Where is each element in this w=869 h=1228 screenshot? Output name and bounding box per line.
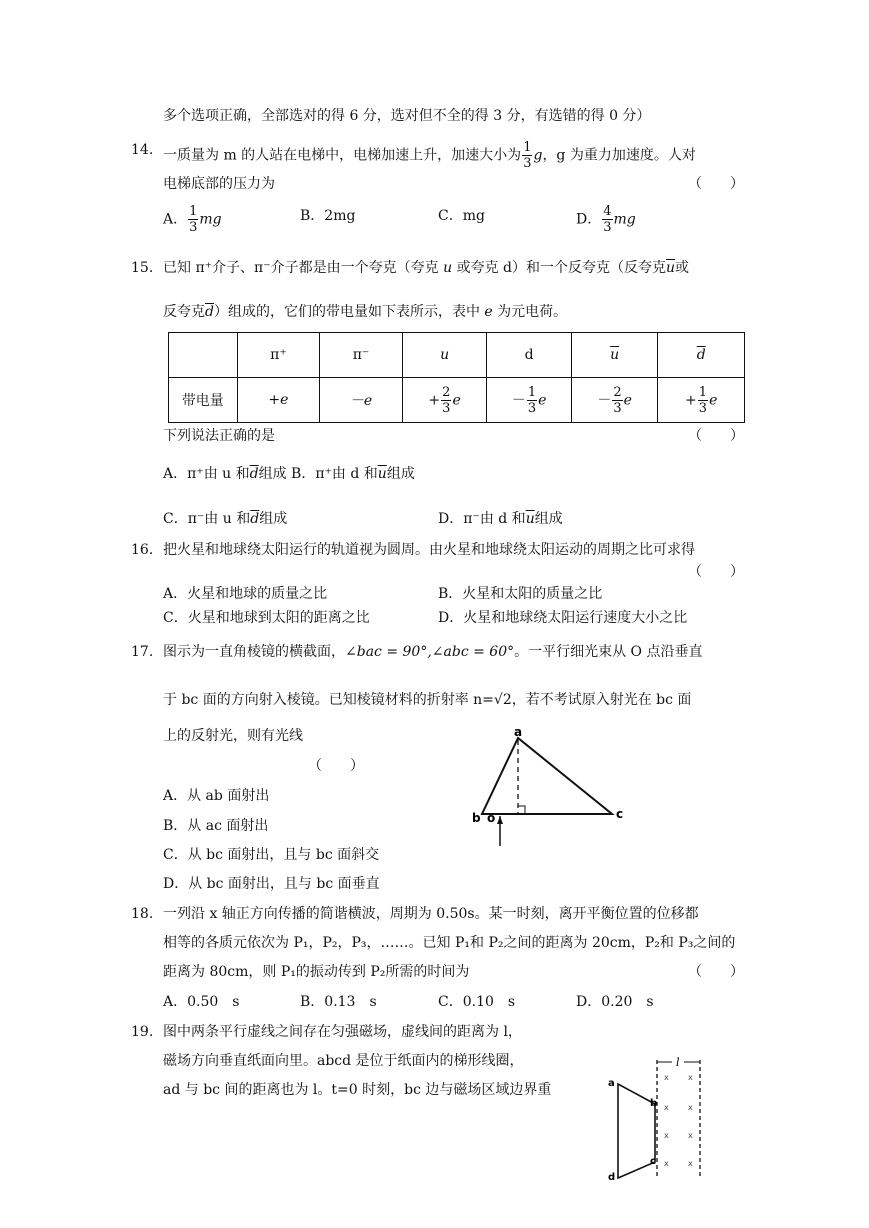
- cell-u-frac: [441, 385, 451, 416]
- header-cell-anti-d: $\overline{d}$: [658, 333, 745, 378]
- cell-anti-d-num: 1: [698, 384, 708, 400]
- cell-anti-d-frac: [698, 385, 708, 416]
- q14-option-a-frac: [188, 204, 198, 235]
- q15-antiquark-d: $\overline{d}$: [205, 304, 214, 320]
- q15-text1a: 已知 π⁺介子、π⁻介子都是由一个夸克（夸克: [163, 260, 439, 276]
- q15-text2c: 为元电荷。: [497, 304, 568, 320]
- q18-line2: 相等的各质元依次为 P₁，P₂，P₃，……。已知 P₁和 P₂之间的距离为 20cm，P₂和 P₃之间的: [163, 935, 736, 951]
- header-cell-u: u: [402, 333, 487, 378]
- q14-option-b: B．2mg: [300, 208, 356, 224]
- q18-line3: 距离为 80cm，则 P₁的振动传到 P₂所需的时间为: [163, 964, 470, 980]
- coil-label-a: a: [608, 1078, 615, 1089]
- field-x-marks: [664, 1073, 693, 1168]
- q17-line1: [163, 642, 703, 662]
- q15-antiquark-u: $\overline{u}$: [666, 260, 676, 276]
- q15-option-d-line: [438, 509, 563, 529]
- q14-option-c: C．mg: [438, 208, 485, 224]
- q15-text2b: ）组成的，它们的带电量如下表所示，表中: [213, 304, 480, 320]
- q15-option-d-tail: 组成: [534, 511, 563, 527]
- q19-number: 19.: [131, 1024, 154, 1040]
- field-x: x: [664, 1131, 669, 1140]
- q16-text: 把火星和地球绕太阳运行的轨道视为圆周。由火星和地球绕太阳运动的周期之比可求得: [163, 542, 695, 558]
- field-x: x: [664, 1103, 669, 1112]
- cell-u-e: e: [452, 392, 461, 408]
- prism-triangle: [482, 738, 612, 814]
- q14-option-d-frac: [602, 204, 612, 235]
- q18-number: 18.: [131, 906, 154, 922]
- right-angle-mark: [518, 806, 525, 814]
- q17-text2a: 于 bc 面的方向射入棱镜。已知棱镜材料的折射率 n=: [163, 692, 494, 708]
- q16-option-b: B．火星和太阳的质量之比: [438, 586, 603, 602]
- q14-option-a-num: 1: [189, 204, 198, 219]
- q15-text1c: 或: [675, 260, 690, 276]
- header-cell-pi-minus: π⁻: [320, 333, 403, 378]
- q17-number: 17.: [131, 644, 154, 660]
- prism-diagram: [470, 726, 630, 850]
- q15-option-d-anti-u: $\overline{u}$: [525, 511, 535, 527]
- cell-u-sign: +: [428, 392, 441, 408]
- q18-option-d: D．0.20 s: [576, 994, 654, 1010]
- q14-option-a: [163, 204, 222, 235]
- q14-number: 14.: [131, 142, 154, 158]
- cell-u: [402, 378, 487, 423]
- q17-line3: 上的反射光，则有光线: [163, 728, 303, 744]
- q19-line2: 磁场方向垂直纸面向里。abcd 是位于纸面内的梯形线圈，: [163, 1053, 524, 1069]
- light-beam-arrow: [497, 816, 503, 824]
- q15-text1b: 或夸克 d）和一个反夸克（反夸克: [456, 260, 666, 276]
- q14-option-a-mg: mg: [199, 211, 222, 228]
- q15-option-d: D．π⁻由 d 和: [438, 511, 526, 527]
- field-x: x: [688, 1131, 693, 1140]
- cell-anti-d: [658, 378, 745, 423]
- cell-anti-d-den: 3: [698, 400, 708, 416]
- q15-options-ab: [163, 464, 415, 484]
- cell-d: [487, 378, 572, 423]
- coil-label-c: c: [650, 1156, 656, 1167]
- coil-label-d: d: [608, 1172, 616, 1183]
- cell-d-sign: －: [511, 392, 526, 408]
- cell-d-frac: [527, 385, 537, 416]
- cell-d-num: 1: [527, 384, 537, 400]
- q15-option-a-tail: 组成 B．π⁺由 d 和: [258, 466, 378, 482]
- cell-u-den: 3: [442, 400, 451, 416]
- q14-frac-numerator: 1: [523, 140, 532, 155]
- q17-sqrt2: √2: [493, 692, 512, 708]
- charge-table-header-row: [169, 333, 745, 378]
- width-label-l: l: [676, 1056, 680, 1069]
- q14-fraction: [522, 140, 532, 171]
- field-x: x: [688, 1073, 693, 1082]
- q18-line1: 一列沿 x 轴正方向传播的简谐横波，周期为 0.50s。某一时刻，离开平衡位置的位移都: [163, 906, 699, 922]
- q14-option-a-den: 3: [189, 220, 198, 235]
- row-label: 带电量: [169, 378, 238, 423]
- magnetic-field-diagram: [600, 1052, 720, 1184]
- cell-anti-u-den: 3: [613, 400, 622, 416]
- label-a: a: [514, 726, 523, 739]
- q15-option-c-line: [163, 509, 287, 529]
- cell-anti-d-sign: +: [685, 392, 697, 408]
- q15-e: e: [484, 304, 493, 320]
- q19-line1: 图中两条平行虚线之间存在匀强磁场，虚线间的距离为 l，: [163, 1024, 522, 1040]
- cell-anti-u-frac: [612, 385, 622, 416]
- header-cell-d: d: [487, 333, 572, 378]
- q15-question: 下列说法正确的是: [163, 428, 275, 444]
- q17-option-d: D．从 bc 面射出，且与 bc 面垂直: [163, 876, 380, 892]
- label-b: b: [472, 811, 481, 825]
- cell-anti-u-num: 2: [613, 384, 622, 400]
- q16-option-d: D．火星和地球绕太阳运行速度大小之比: [438, 610, 688, 626]
- q17-option-b: B．从 ac 面射出: [163, 818, 269, 834]
- field-x: x: [688, 1103, 693, 1112]
- cell-pi-plus: +e: [237, 378, 320, 423]
- q15-option-c: C．π⁻由 u 和: [163, 511, 251, 527]
- cell-anti-u: [571, 378, 658, 423]
- q17-option-a: A．从 ab 面射出: [163, 788, 270, 804]
- q14-option-d-mg: mg: [613, 211, 636, 228]
- q15-option-c-anti-d: $\overline{d}$: [250, 511, 260, 527]
- coil-label-b: b: [650, 1098, 658, 1109]
- q16-answer-paren: （ ）: [688, 564, 744, 580]
- q18-option-b: B．0.13 s: [300, 994, 377, 1010]
- q17-text1b: 。一平行细光束从 O 点沿垂直: [514, 644, 703, 660]
- q15-line1: [163, 258, 689, 278]
- q17-text2b: ，若不考试原入射光在 bc 面: [511, 692, 692, 708]
- q14-line1: [163, 140, 696, 171]
- cell-u-num: 2: [442, 384, 451, 400]
- q17-line2: [163, 690, 691, 710]
- q14-g: g: [533, 147, 543, 164]
- q15-answer-paren: （ ）: [688, 428, 744, 444]
- cell-pi-minus: －e: [320, 378, 403, 423]
- label-c: c: [616, 807, 624, 821]
- q15-option-a: A．π⁺由 u 和: [163, 466, 250, 482]
- q17-answer-paren: （ ）: [308, 758, 364, 774]
- q15-text2a: 反夸克: [163, 304, 205, 320]
- q14-option-d-num: 4: [603, 204, 612, 219]
- q15-option-c-tail: 组成: [259, 511, 288, 527]
- label-o: o: [487, 811, 496, 825]
- header-cell-pi-plus: π⁺: [237, 333, 320, 378]
- q14-text1a: 一质量为 m 的人站在电梯中，电梯加速上升，加速大小为: [163, 147, 522, 164]
- q15-option-b-tail: 组成: [386, 466, 415, 482]
- q15-quark-u: u: [443, 260, 453, 276]
- q14-option-d: [576, 204, 636, 235]
- cell-d-e: e: [538, 392, 547, 408]
- q15-line2: [163, 302, 567, 322]
- cell-anti-u-sign: －: [597, 392, 612, 408]
- cell-d-den: 3: [527, 400, 537, 416]
- charge-table-row: [169, 378, 745, 423]
- q17-text1a: 图示为一直角棱镜的横截面，: [163, 644, 345, 660]
- q14-option-d-den: 3: [603, 220, 612, 235]
- cell-anti-u-e: e: [623, 392, 632, 408]
- q16-number: 16.: [131, 542, 154, 558]
- header-cell-empty: [169, 333, 238, 378]
- q14-option-d-label: D．: [576, 211, 602, 228]
- q15-option-b-anti-u: $\overline{u}$: [377, 466, 387, 482]
- q18-option-a: A．0.50 s: [163, 994, 240, 1010]
- q17-angles: ∠bac = 90°,∠abc = 60°: [345, 644, 515, 660]
- q16-option-a: A．火星和地球的质量之比: [163, 586, 328, 602]
- field-x: x: [664, 1073, 669, 1082]
- q14-text1b: ，g 为重力加速度。人对: [542, 147, 696, 164]
- charge-table: [168, 332, 745, 423]
- q18-option-c: C．0.10 s: [438, 994, 516, 1010]
- field-x: x: [664, 1159, 669, 1168]
- q14-answer-paren: （ ）: [688, 176, 744, 192]
- q14-frac-denominator: 3: [523, 156, 532, 171]
- field-x: x: [688, 1159, 693, 1168]
- q15-option-a-anti-d: $\overline{d}$: [249, 466, 259, 482]
- section-intro: 多个选项正确，全部选对的得 6 分，选对但不全的得 3 分，有选错的得 0 分）: [163, 108, 651, 124]
- q17-option-c: C．从 bc 面射出，且与 bc 面斜交: [163, 847, 380, 863]
- q19-line3: ad 与 bc 间的距离也为 l。t=0 时刻，bc 边与磁场区域边界重: [163, 1082, 552, 1098]
- q18-answer-paren: （ ）: [688, 964, 744, 980]
- q14-option-a-label: A．: [163, 211, 188, 228]
- cell-anti-d-e: e: [709, 392, 718, 408]
- q15-number: 15.: [131, 260, 154, 276]
- header-cell-anti-u: $\overline{u}$: [571, 333, 658, 378]
- q14-line2: 电梯底部的压力为: [163, 176, 275, 192]
- q16-option-c: C．火星和地球到太阳的距离之比: [163, 610, 370, 626]
